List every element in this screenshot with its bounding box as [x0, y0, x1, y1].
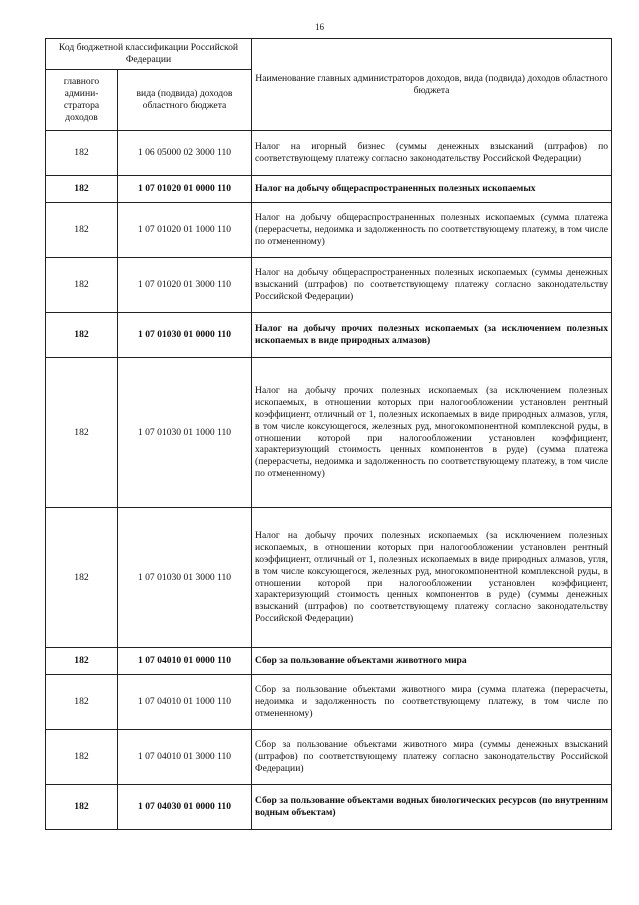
table-row [46, 358, 612, 508]
code-group-header: Код бюджетной классификации Российской Федерации [46, 39, 252, 70]
table-row [46, 730, 612, 785]
admin-code-cell: 182 [46, 258, 118, 313]
table-row [46, 785, 612, 830]
admin-code-cell: 182 [46, 675, 118, 730]
income-code-cell: 1 07 01030 01 3000 110 [118, 508, 252, 648]
income-name-cell: Налог на игорный бизнес (суммы денежных взысканий (штрафов) по соответствующему платежу согласно законодательству Российской Федерации) [252, 131, 612, 176]
income-name-cell: Налог на добычу прочих полезных ископаемых (за исключением полезных ископаемых в виде природных алмазов) [252, 313, 612, 358]
admin-code-cell: 182 [46, 203, 118, 258]
income-code-cell: 1 07 04030 01 0000 110 [118, 785, 252, 830]
table-row [46, 131, 612, 176]
table-row [46, 648, 612, 675]
admin-code-cell: 182 [46, 785, 118, 830]
code-column-header: вида (подвида) доходов областного бюджета [118, 70, 252, 131]
table-row [46, 313, 612, 358]
admin-code-cell: 182 [46, 508, 118, 648]
income-name-cell: Налог на добычу общераспространенных полезных ископаемых (сумма платежа (перерасчеты, недоимка и задолженность по соответствующему платежу, в том числе по отмененному) [252, 203, 612, 258]
income-name-cell: Сбор за пользование объектами животного мира [252, 648, 612, 675]
admin-code-cell: 182 [46, 358, 118, 508]
name-column-header: Наименование главных администраторов доходов, вида (подвида) доходов областного бюджета [252, 39, 612, 131]
table-row [46, 675, 612, 730]
income-code-cell: 1 06 05000 02 3000 110 [118, 131, 252, 176]
budget-classification-table [45, 38, 612, 830]
income-name-cell: Налог на добычу прочих полезных ископаемых (за исключением полезных ископаемых, в отношении которых при налогообложении установлен рентный коэффициент, отличный от 1, полезных ископаемых в виде природных алмазов, угля, в том числе коксующегося, железных руд, многокомпонентной комплексной руды, в отношении которой при налогообложении установлен коэффициент, характеризующий стоимость ценных компонентов в руде) (суммы денежных взысканий (штрафов) по соответствующему платежу согласно законодательству Российской Федерации) [252, 508, 612, 648]
income-code-cell: 1 07 01030 01 0000 110 [118, 313, 252, 358]
income-name-cell: Налог на добычу прочих полезных ископаемых (за исключением полезных ископаемых, в отношении которых при налогообложении установлен рентный коэффициент, отличный от 1, полезных ископаемых в виде природных алмазов, угля, в том числе коксующегося, железных руд, многокомпонентной комплексной руды, в отношении которой при налогообложении установлен коэффициент, характеризующий стоимость ценных компонентов в руде) (сумма платежа (перерасчеты, недоимка и задолженность по соответствующему платежу, в том числе по отмененному) [252, 358, 612, 508]
table-row [46, 176, 612, 203]
income-code-cell: 1 07 04010 01 0000 110 [118, 648, 252, 675]
income-code-cell: 1 07 01020 01 3000 110 [118, 258, 252, 313]
page-number: 16 [315, 22, 324, 32]
income-code-cell: 1 07 01020 01 1000 110 [118, 203, 252, 258]
income-name-cell: Сбор за пользование объектами животного мира (суммы денежных взысканий (штрафов) по соответствующему платежу согласно законодательству Российской Федерации) [252, 730, 612, 785]
income-name-cell: Сбор за пользование объектами животного мира (сумма платежа (перерасчеты, недоимка и задолженность по соответствующему платежу, в том числе по отмененному) [252, 675, 612, 730]
admin-code-cell: 182 [46, 730, 118, 785]
income-code-cell: 1 07 04010 01 1000 110 [118, 675, 252, 730]
admin-code-cell: 182 [46, 176, 118, 203]
income-code-cell: 1 07 04010 01 3000 110 [118, 730, 252, 785]
admin-code-cell: 182 [46, 648, 118, 675]
admin-code-cell: 182 [46, 131, 118, 176]
income-name-cell: Налог на добычу общераспространенных полезных ископаемых [252, 176, 612, 203]
admin-column-header: главного админи-стратора доходов [46, 70, 118, 131]
table-row [46, 203, 612, 258]
income-name-cell: Налог на добычу общераспространенных полезных ископаемых (суммы денежных взысканий (штрафов) по соответствующему платежу согласно законодательству Российской Федерации) [252, 258, 612, 313]
table-row [46, 508, 612, 648]
income-code-cell: 1 07 01020 01 0000 110 [118, 176, 252, 203]
admin-code-cell: 182 [46, 313, 118, 358]
income-name-cell: Сбор за пользование объектами водных биологических ресурсов (по внутренним водным объектам) [252, 785, 612, 830]
table-row [46, 258, 612, 313]
income-code-cell: 1 07 01030 01 1000 110 [118, 358, 252, 508]
header-row [46, 39, 612, 70]
